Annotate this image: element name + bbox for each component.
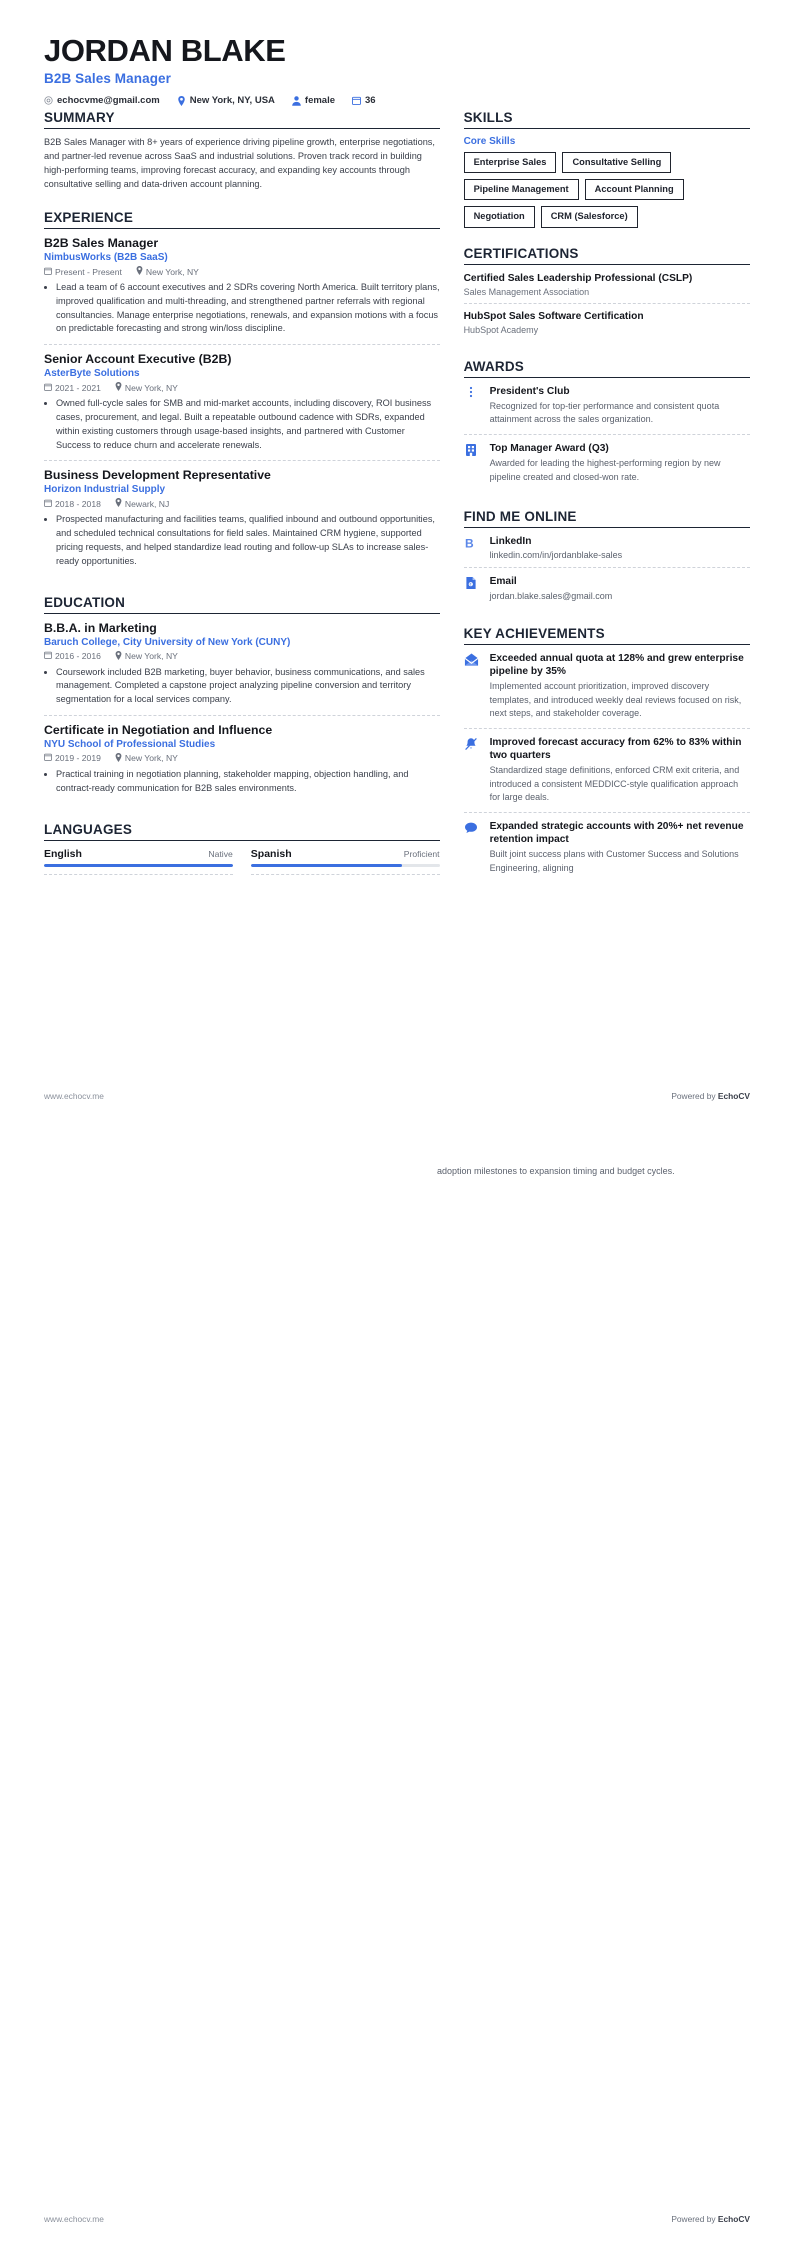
certification-issuer: HubSpot Academy [463,324,539,335]
entry-organization: NimbusWorks (B2B SaaS) [44,252,168,264]
footer-powered-prefix: Powered by [671,1091,718,1101]
skill-chip: Account Planning [585,179,684,200]
language-name: English [44,847,82,860]
section-divider [464,644,750,645]
chat-icon [464,820,481,876]
achievement-overflow-text: adoption milestones to expansion timing and budget cycles. [437,1166,675,1176]
achievement-item [464,820,750,883]
language-name: Spanish [250,847,292,860]
location-icon [136,266,143,277]
entry-bullets [44,768,440,796]
section-divider [44,128,440,129]
online-profile-body [490,575,750,600]
calendar-icon [44,383,52,393]
skills-group-label: Core Skills [463,136,516,148]
contact-email-text: echocvme@gmail.com [57,95,160,107]
entry-location: Newark, NJ [124,498,170,509]
award-item [464,442,750,491]
entry-location: New York, NY [124,753,178,764]
divider [44,874,233,875]
list-item: • Prospected manufacturing and facilities teams, qualified inbound and outbound opportunities, and scheduled technical consultations for field sales. Maintained CRM hygiene, supported pricing requests, and helped standardize lead routing and follow-up SLAs to increase sales-ready opportunities. [56,513,440,568]
envelope-icon [464,652,481,721]
section-key-achievements [464,626,750,883]
entry-title: B2B Sales Manager [44,236,159,251]
section-divider [464,377,750,378]
achievement-title: Improved forecast accuracy from 62% to 83% within two quarters [489,736,742,761]
entry-organization: Horizon Industrial Supply [44,484,166,496]
person-icon [292,96,301,106]
section-divider [44,840,440,841]
header-role: B2B Sales Manager [44,71,172,87]
certification-name: Certified Sales Leadership Professional (CSLP) [463,272,693,284]
skills-chip-list [464,152,750,227]
language-progress-fill [44,864,233,868]
left-column [44,110,440,893]
list-item: • Coursework included B2B marketing, buyer behavior, business communications, and sales management. Completed a capstone project analyzing pipeline conversion and territory segmentation for a local services company. [56,666,440,707]
entry-location: New York, NY [145,266,199,277]
online-profile-body [490,535,750,560]
experience-entry [44,236,440,345]
skill-chip: Consultative Selling [562,152,671,173]
contact-gender-text: female [304,95,336,107]
resume-header [44,34,750,106]
footer-site[interactable]: www.echocv.me [44,1091,104,1101]
language-header [251,848,440,860]
entry-location-group [115,753,178,764]
entry-dates: 2016 - 2016 [55,651,101,662]
languages-heading: LANGUAGES [44,821,133,837]
entry-location: New York, NY [124,382,178,393]
award-description: Recognized for top-tier performance and consistent quota attainment across the sales organization. [489,400,720,425]
calendar-icon [352,96,361,105]
entry-location-group [136,266,199,277]
section-education [44,595,440,804]
building-icon [464,442,481,484]
achievement-description: Implemented account prioritization, improved discovery templates, and introduced weekly deal reviews focused on risk, next steps, and stakeholder coverage. [489,681,742,719]
certification-issuer: Sales Management Association [463,286,590,297]
entry-title: Business Development Representative [44,468,271,483]
resume-columns [44,110,750,900]
language-header [44,848,233,860]
entry-location-group [115,382,178,393]
entry-title: B.B.A. in Marketing [44,620,157,635]
achievement-description: Built joint success plans with Customer Success and Solutions Engineering, aligning [489,849,739,873]
summary-heading: SUMMARY [44,110,115,126]
section-divider [44,613,440,614]
calendar-icon [44,267,52,277]
contact-location-text: New York, NY, USA [189,95,275,107]
contact-gender [292,95,335,106]
list-item: • Owned full-cycle sales for SMB and mid-market accounts, including discovery, ROI business cases, procurement, and legal. Built a repeatable outbound cadence with SDRs, expanded within existing customers through usage-based insights, and partnered with Customer Success to reduce churn and accelerate renewals. [56,397,440,452]
divider [251,874,440,875]
contact-row [44,95,750,106]
section-find-me-online [464,509,750,608]
skills-heading: SKILLS [463,110,513,126]
languages-list [44,848,440,876]
key-achievements-heading: KEY ACHIEVEMENTS [463,625,605,641]
location-icon [115,753,122,764]
online-profile-item[interactable] [464,535,750,568]
page-title: JORDAN BLAKE [44,33,286,68]
entry-meta [44,753,440,764]
calendar-icon [44,753,52,763]
contact-age [352,95,376,106]
entry-meta [44,382,440,393]
online-profile-url[interactable]: jordan.blake.sales@gmail.com [489,590,613,601]
award-title: Top Manager Award (Q3) [489,442,609,454]
entry-dates: 2019 - 2019 [55,753,101,764]
certification-name: HubSpot Sales Software Certification [463,310,644,322]
footer-site[interactable]: www.echocv.me [44,2214,104,2224]
entry-meta [44,266,440,277]
entry-organization: Baruch College, City University of New York (CUNY) [44,636,291,648]
award-description: Awarded for leading the highest-performing region by new pipeline created and closed-won rate. [489,458,721,482]
entry-location-group [115,498,169,509]
online-profile-label: Email [489,576,517,588]
contact-location [177,95,275,106]
experience-entry [44,468,440,576]
svg-text:B: B [464,536,474,551]
achievement-body [490,736,750,805]
entry-dates: 2021 - 2021 [55,382,101,393]
entry-dates: 2018 - 2018 [55,498,101,509]
footer-brand-name: EchoCV [717,1091,750,1101]
education-heading: EDUCATION [44,594,126,610]
calendar-icon [44,499,52,509]
award-item [464,385,750,435]
online-profile-item[interactable] [464,575,750,607]
contact-email[interactable] [44,95,160,106]
footer-brand [671,2214,750,2224]
award-body [490,385,750,427]
entry-bullets [44,281,440,336]
skill-chip: Pipeline Management [464,179,579,200]
dots-icon [464,385,481,427]
achievement-item [464,652,750,729]
achievement-description: Standardized stage definitions, enforced CRM exit criteria, and introduced a consistent MEDDICC-style qualification approach for large deals. [489,765,740,803]
entry-organization: NYU School of Professional Studies [44,738,216,750]
find-me-online-heading: FIND ME ONLINE [463,509,577,525]
achievement-title: Exceeded annual quota at 128% and grew enterprise pipeline by 35% [489,652,744,677]
entry-meta [44,651,440,662]
right-column [464,110,750,900]
language-item [44,848,233,876]
entry-dates-group [44,383,101,393]
entry-dates-group [44,499,101,509]
resume-sheet-2 [0,1123,794,2246]
language-level: Proficient [403,848,440,859]
section-certifications [464,246,750,341]
list-item: • Lead a team of 6 account executives and 2 SDRs covering North America. Built territory plans, improved qualification and multi-threading, and strengthened partner referrals with regional consultancies. Manage enterprise negotiations, renewals, and expansion motions with a focus on predictable forecasting and strong win/loss discipline. [56,281,440,336]
section-summary [44,110,440,192]
section-languages [44,822,440,876]
online-profile-label: LinkedIn [489,536,532,548]
language-progress-fill [251,864,402,868]
section-experience [44,210,440,577]
entry-meta [44,498,440,509]
education-entry [44,621,440,716]
skill-chip: Negotiation [464,206,535,227]
footer-brand [671,1091,750,1101]
entry-dates-group [44,753,101,763]
award-body [490,442,750,484]
award-title: President's Club [489,385,570,397]
location-icon [115,651,122,662]
skill-chip: Enterprise Sales [464,152,557,173]
certification-item [464,310,750,341]
email-icon [44,96,53,105]
entry-organization: AsterByte Solutions [44,368,140,380]
entry-dates-group [44,651,101,661]
entry-location: New York, NY [124,651,178,662]
behance-icon [464,535,481,560]
certifications-heading: CERTIFICATIONS [463,245,579,261]
language-item [251,848,440,876]
achievement-title: Expanded strategic accounts with 20%+ net revenue retention impact [489,820,744,845]
document-icon [464,575,481,600]
achievement-body [490,652,750,721]
section-divider [44,228,440,229]
achievement-item [464,736,750,813]
entry-bullets [44,513,440,568]
section-divider [464,264,750,265]
calendar-icon [44,651,52,661]
section-skills [464,110,750,227]
page-footer [44,2214,750,2224]
entry-dates: Present - Present [55,266,122,277]
section-divider [464,527,750,528]
language-level: Native [208,848,233,859]
section-divider [464,128,750,129]
achievement-body [490,820,750,876]
skill-chip: CRM (Salesforce) [541,206,638,227]
footer-powered-prefix: Powered by [671,2214,718,2224]
language-progress-bar [44,864,233,868]
entry-bullets [44,397,440,452]
awards-heading: AWARDS [463,358,525,374]
contact-age-text: 36 [365,95,376,107]
location-icon [115,498,122,509]
page-footer [44,1091,750,1101]
location-icon [115,382,122,393]
entry-location-group [115,651,178,662]
certification-item [464,272,750,304]
education-entry [44,723,440,804]
experience-entry [44,352,440,461]
footer-brand-name: EchoCV [717,2214,750,2224]
entry-dates-group [44,267,122,277]
online-profile-url[interactable]: linkedin.com/in/jordanblake-sales [489,550,623,561]
entry-title: Senior Account Executive (B2B) [44,352,232,367]
summary-text: B2B Sales Manager with 8+ years of experience driving pipeline growth, enterprise negotiations, and partner-led revenue across SaaS and industrial solutions. Proven track record in building high-performing teams, improving forecast accuracy, and expanding key accounts through consultative selling and data-driven account planning. [44,137,435,190]
entry-title: Certificate in Negotiation and Influence [44,722,273,737]
location-icon [177,96,186,106]
svg-text:€: € [469,582,472,587]
experience-heading: EXPERIENCE [44,210,134,226]
section-awards [464,359,750,492]
entry-bullets [44,666,440,707]
bell-off-icon [464,736,481,805]
list-item: • Practical training in negotiation planning, stakeholder mapping, objection handling, and contract-ready communication for B2B sales environments. [56,768,440,796]
language-progress-bar [251,864,440,868]
